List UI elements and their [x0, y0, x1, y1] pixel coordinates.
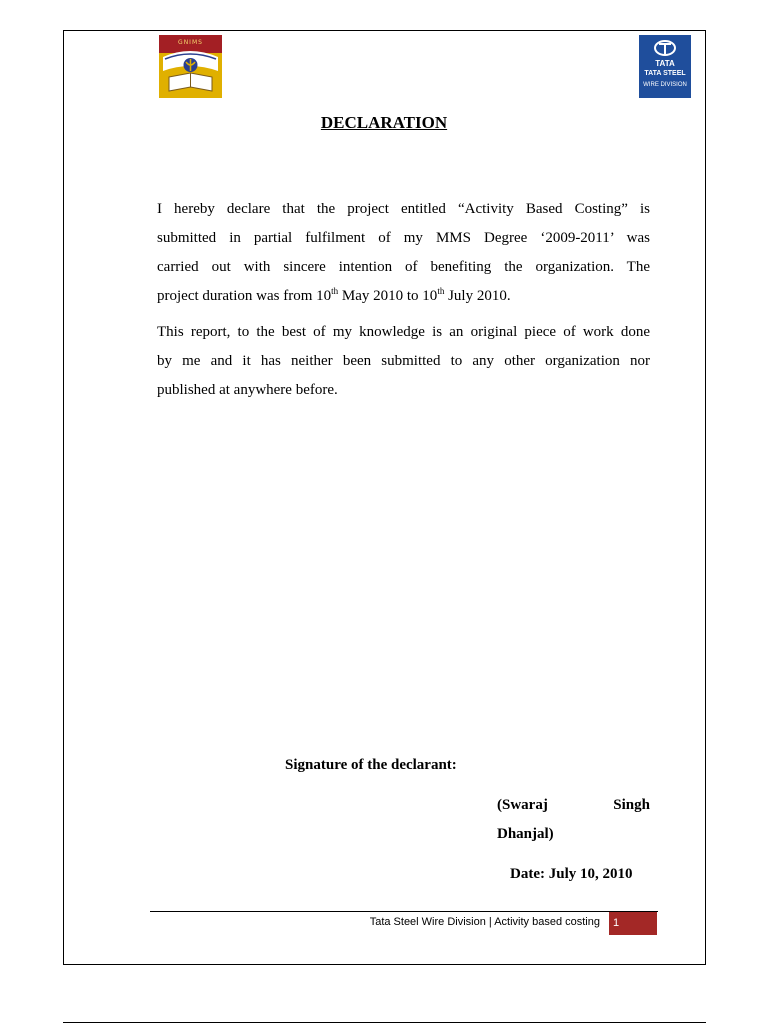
paragraph-1-line-1: I hereby declare that the project entitled “Activity Based Costing” is [157, 201, 650, 217]
page-title: DECLARATION [320, 113, 448, 132]
duration-sup-1: th [331, 286, 339, 296]
duration-sup-2: th [437, 286, 445, 296]
page-number-badge: 1 [608, 912, 657, 935]
tata-logo-line1: TATA [655, 59, 675, 68]
paragraph-2-line-1: This report, to the best of my knowledge is an original piece of work done [157, 324, 650, 340]
page-border [63, 30, 706, 965]
paragraph-1-line-4 [157, 282, 650, 311]
paragraph-1-line-2: submitted in partial fulfilment of my MMS Degree ‘2009-2011’ was [157, 230, 650, 246]
next-page-border-edge [63, 1022, 706, 1023]
duration-text-a: project duration was from 10 [157, 288, 332, 304]
tata-steel-logo [639, 35, 691, 98]
declarant-last-name: Dhanjal) [497, 826, 554, 842]
gnims-college-crest-logo [159, 35, 222, 98]
duration-text-b: May 2010 to 10 [338, 288, 438, 304]
duration-text-c: July 2010. [444, 288, 511, 304]
declarant-name-line-1 [497, 797, 650, 814]
footer-text: Tata Steel Wire Division | Activity based costing [369, 916, 600, 928]
paragraph-2-line-3: published at anywhere before. [157, 382, 338, 398]
paragraph-1-line-3: carried out with sincere intention of benefiting the organization. The [157, 259, 650, 275]
declaration-paragraph-2 [157, 318, 650, 405]
declarant-first-name: (Swaraj [497, 797, 548, 813]
declaration-date: Date: July 10, 2010 [510, 866, 633, 882]
declaration-paragraph-1 [157, 195, 650, 311]
tata-logo-line2: TATA STEEL [644, 70, 686, 77]
declarant-middle-name: Singh [613, 797, 650, 813]
gnims-logo-text: GNIMS [178, 39, 203, 46]
tata-logo-line3: WIRE DIVISION [643, 82, 687, 88]
footer-divider [150, 911, 658, 912]
paragraph-2-line-2: by me and it has neither been submitted to any other organization nor [157, 353, 650, 369]
signature-label: Signature of the declarant: [285, 757, 457, 773]
